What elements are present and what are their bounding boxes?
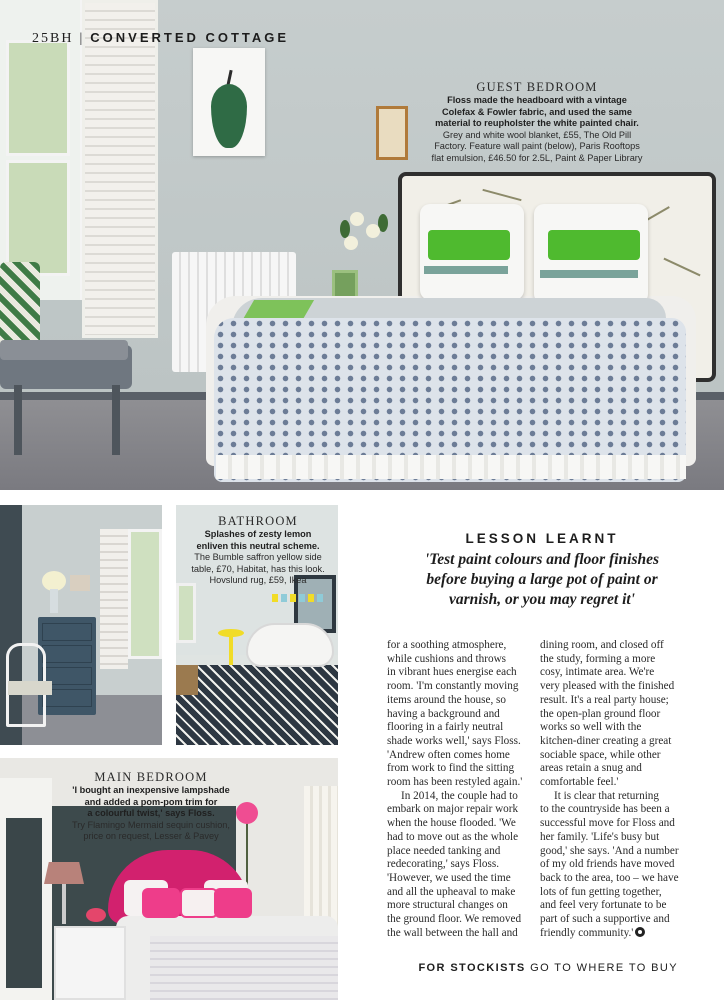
lesson-learnt-box xyxy=(384,531,700,610)
text-line: the ground floor. We removed xyxy=(387,913,522,926)
caption-line: Hovslund rug, £59, Ikea xyxy=(209,575,307,586)
yellow-side-table xyxy=(218,629,244,665)
text-line-last xyxy=(540,927,688,941)
text-line: for a soothing atmosphere, xyxy=(387,639,507,651)
text-line: room has been restyled again.' xyxy=(387,776,523,789)
text-line: In 2014, the couple had to xyxy=(401,789,518,802)
text-line: the wall between the hall and xyxy=(387,926,518,939)
cushion-stripe xyxy=(424,266,508,274)
vine xyxy=(663,258,700,277)
chair-seat xyxy=(8,681,52,695)
bunting-flag xyxy=(308,594,314,602)
window-pane xyxy=(6,40,70,156)
text-line: when the house flooded. 'We xyxy=(387,817,516,830)
bathroom-caption xyxy=(178,514,338,587)
drawer xyxy=(42,623,92,641)
body-column-1 xyxy=(387,639,535,940)
page-header xyxy=(32,30,289,47)
text-line: very pleased with the finished xyxy=(540,680,675,693)
caption-line: Grey and white wool blanket, £55, The Old Pill xyxy=(442,129,632,140)
text-line: flooring in a fairly neutral xyxy=(387,721,504,734)
bunting-flag xyxy=(272,594,278,602)
stockists-footer xyxy=(418,962,678,974)
caption-bold-line: Colefax & Fowler fabric, and used the same xyxy=(442,106,632,117)
flowers xyxy=(42,571,66,591)
text-line: part of such a supportive and xyxy=(540,913,670,926)
text-line: 'Andrew often comes home xyxy=(387,748,510,761)
bed-valance xyxy=(216,455,686,479)
text-line: to the countryside has been a xyxy=(540,803,670,816)
text-line: It is clear that returning xyxy=(554,789,659,802)
text-line: result. It's a real party house; xyxy=(540,693,669,706)
end-mark-icon xyxy=(635,927,645,937)
basket xyxy=(176,665,198,695)
vase xyxy=(50,589,58,613)
window-shutter xyxy=(100,529,128,669)
caption-bold-line: Splashes of zesty lemon xyxy=(204,529,312,539)
window xyxy=(176,583,196,643)
text-line: works so well with the xyxy=(540,721,642,734)
caption-heading: BATHROOM xyxy=(218,514,298,528)
caption-bold-line: and added a pom-pom trim for xyxy=(84,796,218,807)
green-cushion xyxy=(548,230,640,260)
table-top xyxy=(218,629,244,637)
guest-bedroom-caption xyxy=(420,80,654,165)
text-line: good,' she says. 'And a number xyxy=(540,844,679,857)
caption-bold-line: 'I bought an inexpensive lampshade xyxy=(72,785,230,795)
text-line: room. 'I'm constantly moving xyxy=(387,680,519,693)
pink-cushion xyxy=(214,888,252,918)
lesson-quote-line: varnish, or you may regret it' xyxy=(448,591,635,608)
flower-vase xyxy=(40,571,68,615)
bedspread xyxy=(150,936,338,1000)
caption-bold-line: enliven this neutral scheme. xyxy=(196,540,320,551)
bunting-flag xyxy=(290,594,296,602)
pear-artwork xyxy=(193,48,265,156)
text-line: cosy, intimate area. We're xyxy=(540,666,655,679)
page-number: 25BH xyxy=(32,31,74,46)
lesson-quote-line: 'Test paint colours and floor finishes xyxy=(424,551,660,568)
botanical-frame xyxy=(376,106,408,160)
text-line: the study, forming a more xyxy=(540,652,656,665)
guest-bedroom-photo xyxy=(0,0,724,490)
caption-bold-line: a colourful twist,' says Floss. xyxy=(87,808,215,819)
main-bedroom-caption xyxy=(62,770,240,843)
window-shutter xyxy=(82,0,158,338)
cushion-stripe xyxy=(540,270,638,278)
flamingo-cushion xyxy=(180,888,218,918)
text-line: dining room, and closed off xyxy=(540,639,664,651)
bunting-flag xyxy=(299,594,305,602)
lesson-title: LESSON LEARNT xyxy=(465,531,619,546)
paragraph xyxy=(540,639,688,790)
bloom xyxy=(366,224,380,238)
caption-line: price on request, Lesser & Pavey xyxy=(83,831,219,842)
bunting-flag xyxy=(317,594,323,602)
text-line: and all the upheaval to make xyxy=(387,885,516,898)
text-line: more structural changes on xyxy=(387,899,508,912)
text-line: from work to find the sitting xyxy=(387,762,515,775)
lampshade xyxy=(44,862,84,884)
roses xyxy=(86,908,106,922)
pink-cushion xyxy=(142,888,180,918)
text-line: kitchen-diner creating a great xyxy=(540,734,672,747)
header-separator: | xyxy=(79,31,85,46)
text-line: shade works well,' says Floss. xyxy=(387,734,521,747)
caption-line: The Bumble saffron yellow side xyxy=(194,552,322,563)
text-line: place needed tanking and xyxy=(387,844,501,857)
flower-vase xyxy=(336,200,396,280)
lesson-quote-line: before buying a large pot of paint or xyxy=(426,571,658,588)
text-line: lots of fun getting together, xyxy=(540,885,662,898)
lamp-base xyxy=(62,884,66,924)
text-line: items around the house, so xyxy=(387,693,507,706)
bloom xyxy=(350,212,364,226)
text-line: and feel very fortunate to be xyxy=(540,899,667,912)
text-line: her family. 'Life's busy but xyxy=(540,830,660,843)
paragraph xyxy=(387,639,535,790)
text-line: successful move for Floss and xyxy=(540,817,675,830)
stockists-text: GO TO WHERE TO BUY xyxy=(530,962,678,974)
text-line: back to the area, too – we have xyxy=(540,871,679,884)
text-line: 'However, we used the time xyxy=(387,871,511,884)
side-table xyxy=(54,926,126,1000)
caption-heading: MAIN BEDROOM xyxy=(94,770,208,784)
lamp xyxy=(70,575,90,591)
leaf-cushion xyxy=(0,262,40,352)
paragraph xyxy=(540,790,688,941)
text-line: embark on major repair work xyxy=(387,803,519,816)
bathtub xyxy=(246,623,334,667)
text-line: friendly community.' xyxy=(540,926,634,939)
text-line: of my old friends have moved xyxy=(540,858,675,871)
table-leg xyxy=(229,635,233,665)
caption-line: flat emulsion, £46.50 for 2.5L, Paint & Paper Library xyxy=(431,152,643,163)
bloom xyxy=(344,236,358,250)
caption-bold-line: Floss made the headboard with a vintage xyxy=(447,95,627,105)
window xyxy=(128,529,162,659)
text-line: areas retain a snug and xyxy=(540,762,642,775)
vine xyxy=(482,189,521,201)
trellis-rug xyxy=(176,665,338,745)
bench-leg xyxy=(14,385,22,455)
bench-leg xyxy=(112,385,120,455)
caption-line: table, £70, Habitat, has this look. xyxy=(191,563,325,574)
caption-line: Factory. Feature wall paint (below), Paris Rooftops xyxy=(434,141,640,152)
stockists-label: FOR STOCKISTS xyxy=(418,962,526,974)
window-pane xyxy=(6,160,70,276)
bench-seat xyxy=(0,340,128,360)
caption-heading: GUEST BEDROOM xyxy=(476,80,598,94)
bunting xyxy=(272,589,338,597)
text-line: in vibrant hues energise each xyxy=(387,666,517,679)
hallway-photo xyxy=(0,505,162,745)
door-inner xyxy=(6,818,42,988)
text-line: the open-plan ground floor xyxy=(540,707,661,720)
doorway xyxy=(0,778,52,1000)
text-line: had to move out as the whole xyxy=(387,830,519,843)
paragraph xyxy=(387,790,535,941)
green-cushion xyxy=(428,230,510,260)
body-column-2 xyxy=(540,639,688,940)
pear-shape xyxy=(211,84,247,148)
text-line: comfortable feel.' xyxy=(540,776,619,789)
text-line: redecorating,' says Floss. xyxy=(387,858,500,871)
caption-line: Try Flamingo Mermaid sequin cushion, xyxy=(72,819,230,830)
blue-dresser xyxy=(38,617,96,715)
section-title: CONVERTED COTTAGE xyxy=(90,30,290,45)
text-line: while cushions and throws xyxy=(387,652,507,665)
bunting-flag xyxy=(281,594,287,602)
text-line: having a background and xyxy=(387,707,500,720)
text-line: sociable space, while other xyxy=(540,748,661,761)
drawer xyxy=(42,645,92,663)
caption-bold-line: material to reupholster the white painted chair. xyxy=(435,118,639,129)
